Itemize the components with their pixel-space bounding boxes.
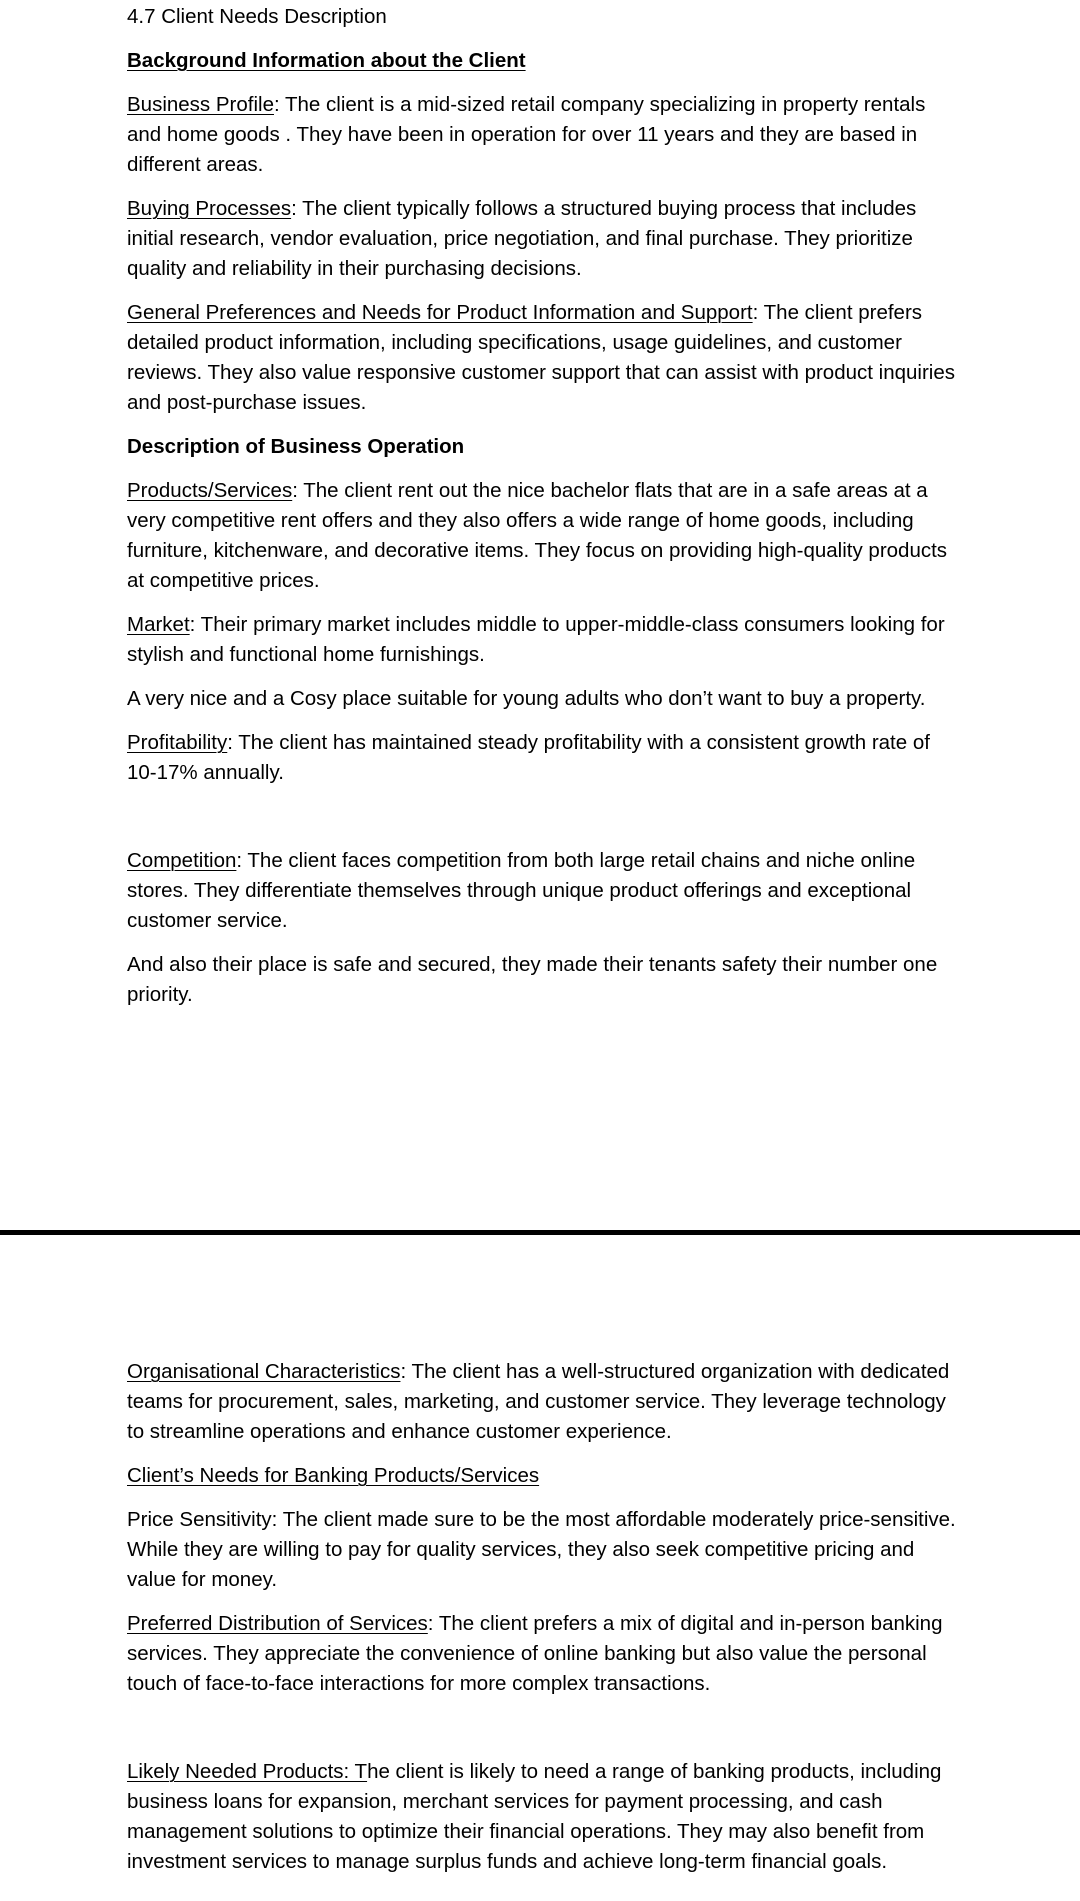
organisational-paragraph [127,1357,957,1447]
profitability-paragraph [127,728,957,788]
preferred-distribution-paragraph [127,1609,957,1699]
likely-needed-label: Likely Needed Products: T [127,1760,368,1783]
business-profile-label: Business Profile [127,93,274,116]
profitability-text: : The client has maintained steady profitability with a consistent growth rate of 10-17% annually. [127,731,930,784]
document-page-2 [0,1235,1080,1901]
operation-heading: Description of Business Operation [127,435,465,458]
background-heading: Background Information about the Client [127,49,526,72]
profitability-label: Profitability [127,731,228,754]
buying-processes-paragraph [127,194,957,284]
competition-paragraph [127,846,957,936]
organisational-text: : The client has a well-structured organization with dedicated teams for procurement, sales, marketing, and customer service. They leverage technology to streamline operations and enhance customer experience. [127,1360,950,1443]
page-2-content [127,1357,957,1877]
cosy-place-paragraph: A very nice and a Cosy place suitable for young adults who don’t want to buy a property. [127,687,926,710]
business-profile-text: : The client is a mid-sized retail company specializing in property rentals and home goods . They have been in operation for over 11 years and they are based in different areas. [127,93,926,176]
preferred-distribution-label: Preferred Distribution of Services [127,1612,428,1635]
safety-paragraph: And also their place is safe and secured, they made their tenants safety their number one priority. [127,953,938,1006]
organisational-label: Organisational Characteristics [127,1360,401,1383]
market-paragraph [127,610,957,670]
products-services-label: Products/Services [127,479,293,502]
likely-needed-text: he client is likely to need a range of banking products, including business loans for expansion, merchant services for payment processing, and cash management solutions to optimize their financial operations. They may also benefit from investment services to manage surplus funds and achieve long-term financial goals. [127,1760,942,1873]
section-title: 4.7 Client Needs Description [127,5,387,28]
buying-processes-label: Buying Processes [127,197,292,220]
page-1-content [127,2,957,1010]
competition-label: Competition [127,849,237,872]
business-profile-paragraph [127,90,957,180]
general-preferences-text: : The client prefers detailed product information, including specifications, usage guidelines, and customer reviews. They also value responsive customer support that can assist with product inquiries and post-purchase issues. [127,301,955,414]
products-services-text: : The client rent out the nice bachelor flats that are in a safe areas at a very competitive rent offers and they also offers a wide range of home goods, including furniture, kitchenware, and decorative items. They focus on providing high-quality products at competitive prices. [127,479,948,592]
market-label: Market [127,613,190,636]
buying-processes-text: : The client typically follows a structured buying process that includes initial research, vendor evaluation, price negotiation, and final purchase. They prioritize quality and reliability in their purchasing decisions. [127,197,917,280]
likely-needed-paragraph [127,1757,957,1877]
products-services-paragraph [127,476,957,596]
price-sensitivity-paragraph: Price Sensitivity: The client made sure to be the most affordable moderately price-sensitive. While they are willing to pay for quality services, they also seek competitive pricing and value for money. [127,1508,956,1591]
market-text: : Their primary market includes middle to upper-middle-class consumers looking for stylish and functional home furnishings. [127,613,945,666]
general-preferences-label: General Preferences and Needs for Product Information and Support [127,301,753,324]
preferred-distribution-text: : The client prefers a mix of digital and in-person banking services. They appreciate the convenience of online banking but also value the personal touch of face-to-face interactions for more complex transactions. [127,1612,943,1695]
banking-needs-heading: Client’s Needs for Banking Products/Services [127,1464,540,1487]
general-preferences-paragraph [127,298,957,418]
competition-text: : The client faces competition from both large retail chains and niche online stores. They differentiate themselves through unique product offerings and exceptional customer service. [127,849,916,932]
